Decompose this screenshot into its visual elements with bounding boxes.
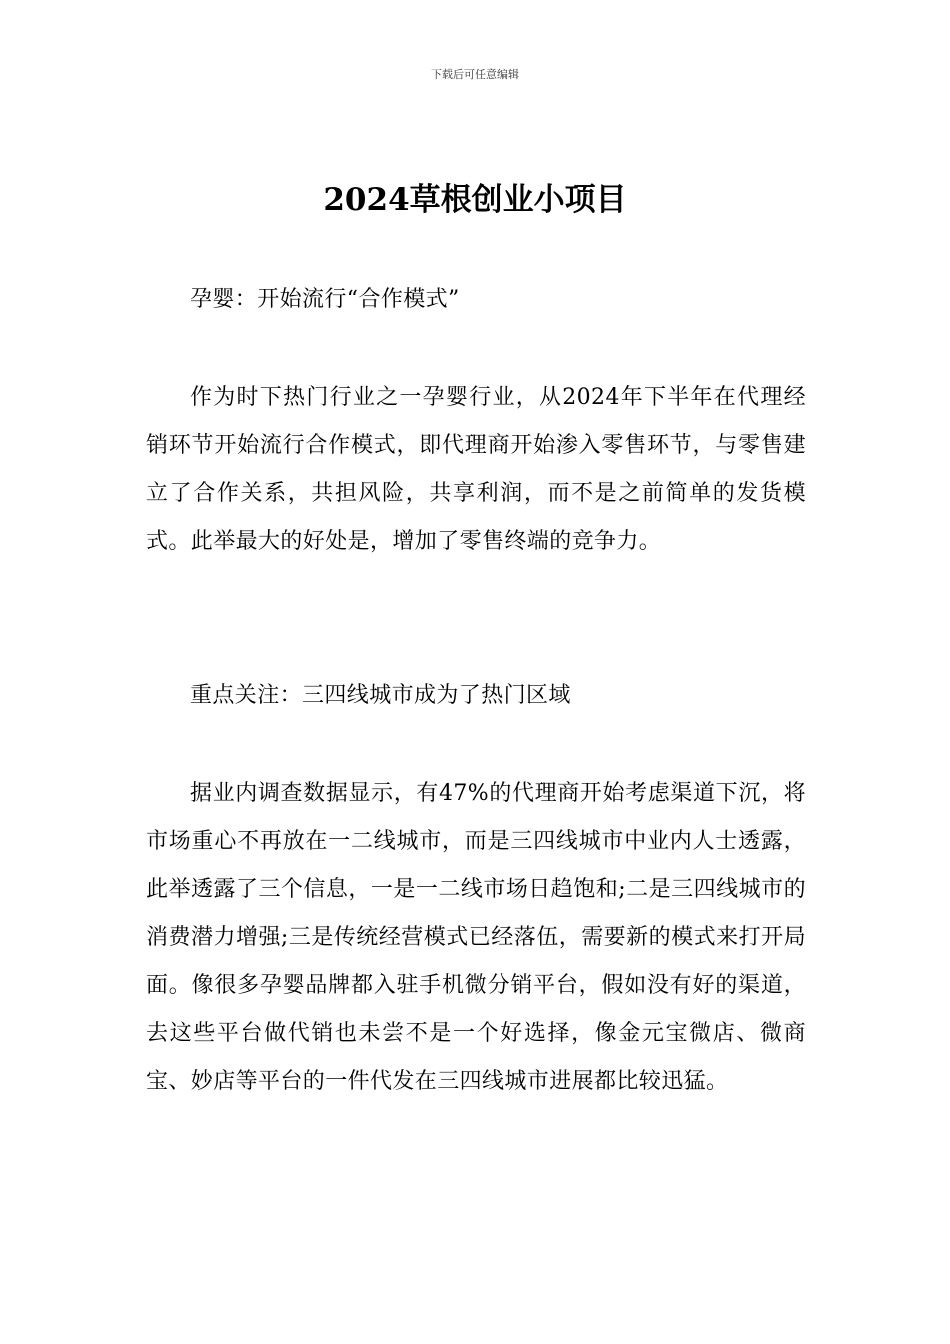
section-heading-maternity: 孕婴：开始流行“合作模式” (190, 287, 460, 312)
paragraph-survey-data: 据业内调查数据显示，有47%的代理商开始考虑渠道下沉，将市场重心不再放在一二线城市，而是三四线城市中业内人士透露，此举透露了三个信息，一是一二线市场日趋饱和;二是三四线城市的消费潜力增强;三是传统经营模式已经落伍，需要新的模式来打开局面。像很多孕婴品牌都入驻手机微分销平台，假如没有好的渠道，去这些平台做代销也未尝不是一个好选择，像金元宝微店、微商宝、妙店等平台的一件代发在三四线城市进展都比较迅猛。 (146, 781, 806, 1094)
paragraph-cooperation-model: 作为时下热门行业之一孕婴行业，从2024年下半年在代理经销环节开始流行合作模式，即代理商开始渗入零售环节，与零售建立了合作关系，共担风险，共享利润，而不是之前简单的发货模式。此举最大的好处是，增加了零售终端的竞争力。 (146, 385, 806, 554)
section-heading-focus: 重点关注：三四线城市成为了热门区域 (190, 683, 571, 708)
header-note: 下载后可任意编辑 (431, 68, 519, 81)
document-title: 2024草根创业小项目 (323, 182, 627, 218)
